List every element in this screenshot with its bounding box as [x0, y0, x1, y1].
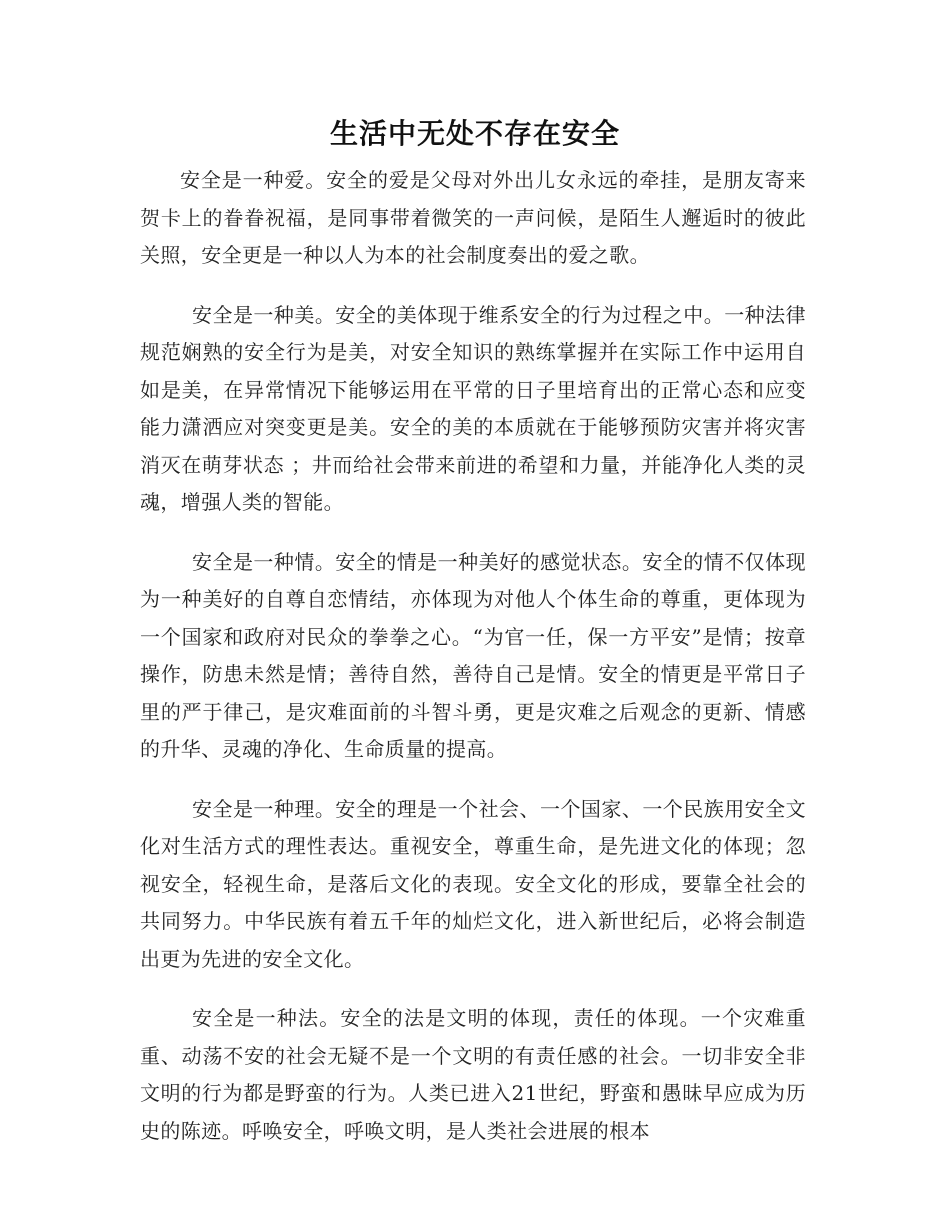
- document-body: [140, 162, 806, 1172]
- paragraph-beauty: 安全是一种美。安全的美体现于维系安全的行为过程之中。一种法律规范娴熟的安全行为是美，对安全知识的熟练掌握并在实际工作中运用自如是美，在异常情况下能够运用在平常的日子里培育出的正常心态和应变能力潇洒应对突变更是美。安全的美的本质就在于能够预防灾害并将灾害消灭在萌芽状态 ；井而给社会带来前进的希望和力量，并能净化人类的灵魂，增强人类的智能。: [140, 302, 806, 514]
- paragraph-love: 安全是一种爱。安全的爱是父母对外出儿女永远的牵挂，是朋友寄来贺卡上的眷眷祝福，是同事带着微笑的一声问候，是陌生人邂逅时的彼此关照，安全更是一种以人为本的社会制度奏出的爱之歌。: [140, 168, 806, 267]
- paragraph-emotion: 安全是一种情。安全的情是一种美好的感觉状态。安全的情不仅体现为一种美好的自尊自恋情结，亦体现为对他人个体生命的尊重，更体现为一个国家和政府对民众的拳拳之心。“为官一任，保一方平安”是情；按章操作，防患未然是情；善待自然，善待自己是情。安全的情更是平常日子里的严于律己，是灾难面前的斗智斗勇，更是灾难之后观念的更新、情感的升华、灵魂的净化、生命质量的提高。: [140, 549, 806, 761]
- document-title: 生活中无处不存在安全: [329, 117, 620, 150]
- paragraph-reason: 安全是一种理。安全的理是一个社会、一个国家、一个民族用安全文化对生活方式的理性表达。重视安全，尊重生命，是先进文化的体现；忽视安全，轻视生命，是落后文化的表现。安全文化的形成，要靠全社会的共同努力。中华民族有着五千年的灿烂文化，进入新世纪后，必将会制造出更为先进的安全文化。: [140, 796, 806, 971]
- paragraph-law: 安全是一种法。安全的法是文明的体现，责任的体现。一个灾难重重、动荡不安的社会无疑不是一个文明的有责任感的社会。一切非安全非文明的行为都是野蛮的行为。人类已进入21世纪，野蛮和愚昧早应成为历史的陈迹。呼唤安全，呼唤文明，是人类社会进展的根本: [140, 1006, 806, 1143]
